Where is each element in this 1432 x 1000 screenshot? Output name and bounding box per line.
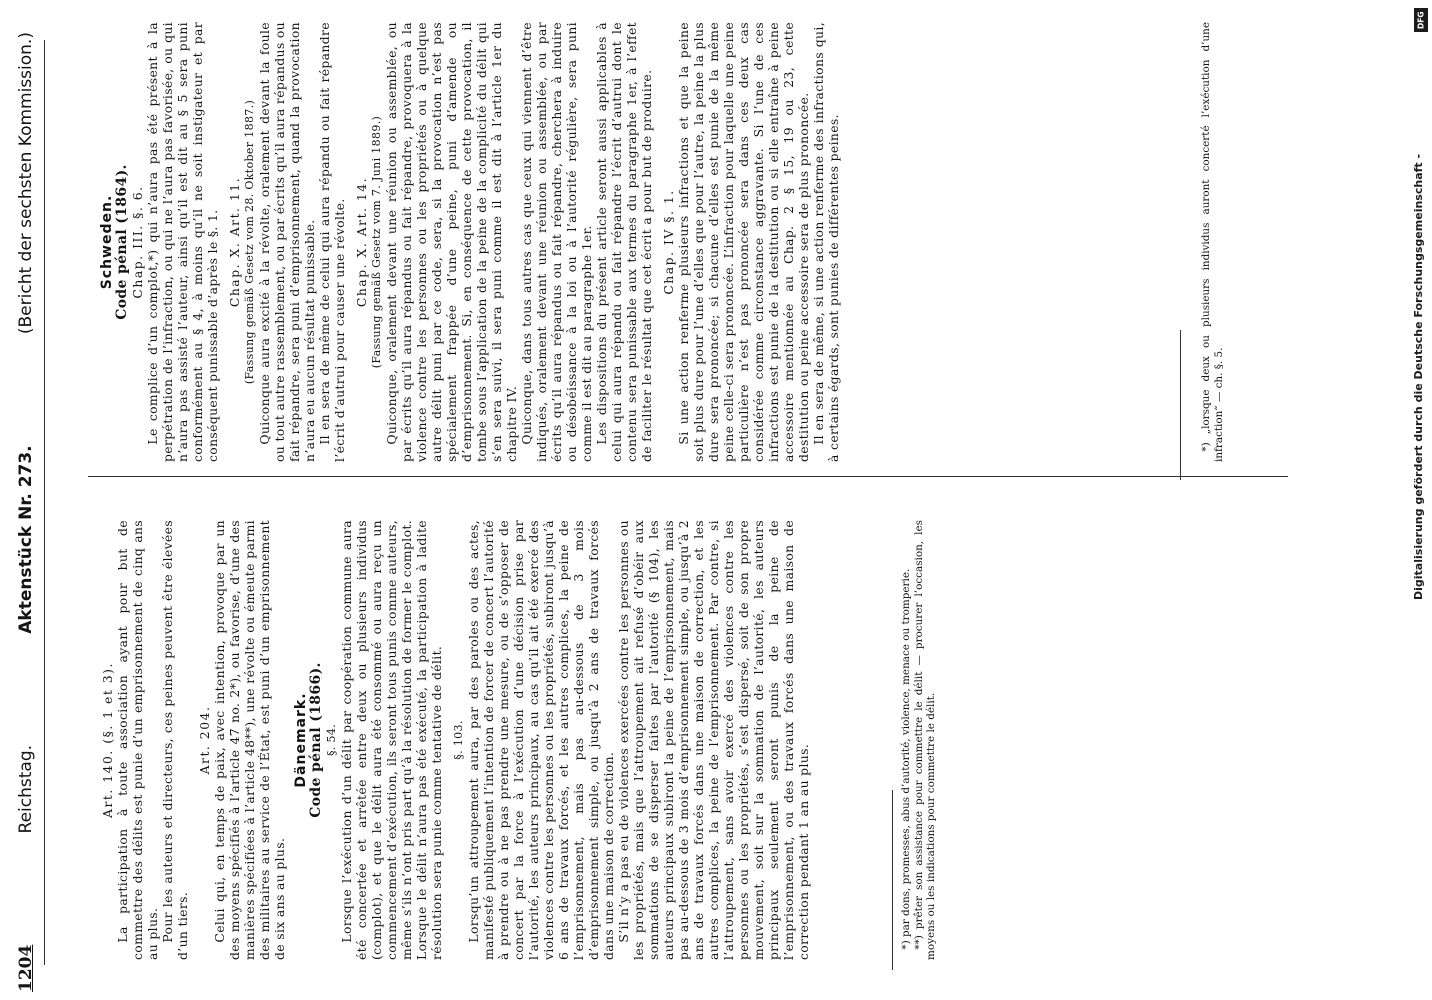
right-footnotes: [1200, 22, 1250, 462]
right-paragraph: Quiconque aura excité à la révolte, oralement devant la foule ou tout autre rassemblement, ou par écrits qu’il aura répandus ou fait répandre, sera puni d’emprisonnement, quand la provocation n’aura eu aucun résultat punissable.: [257, 22, 317, 462]
right-article-heading: Chap. X. Art. 11.: [227, 176, 242, 308]
dfg-watermark: Digitalisierung gefördert durch die Deutsche Forschungsgemeinschaft -: [1412, 153, 1425, 600]
left-spacer: [444, 520, 451, 960]
right-spacer: [220, 22, 227, 462]
left-paragraph: Celui qui, en temps de paix, avec intention, provoque par un des moyens spécifiés à l’article 47 no. 2*), ou favorise, d’une des manières spécifiées à l’article 48**), une révolte ou émeute parmi des militaires au service de l’État, est puni d’un emprisonnement de six ans au plus.: [212, 520, 287, 960]
right-paragraph: Quiconque, dans tous autres cas que ceux qui viennent d’être indiqués, oralement devant une réunion ou assemblée, ou par écrits qu’il aura répandus ou fait répandre, cherchera à induire ou désobéissance à la loi ou à l’autorité régulière, sera puni comme il est dit au paragraphe 1er.: [519, 22, 594, 462]
right-spacer: [654, 22, 661, 462]
left-spacer: [190, 520, 197, 960]
header-center: Aktenstück Nr. 273.: [16, 445, 36, 634]
right-spacer: [347, 22, 354, 462]
left-article-heading: Art. 204.: [197, 705, 212, 775]
dfg-logo: DFG: [1414, 8, 1428, 32]
right-article-heading: Chap. X. Art. 14.: [354, 176, 369, 308]
right-country-heading: Schweden.: [99, 194, 115, 290]
running-header: [16, 32, 44, 992]
left-footnote-rule: [892, 790, 893, 970]
left-footnote: *) par dons, promesses, abus d’autorité, violence, menace ou tromperie.: [900, 568, 912, 950]
header-left: Reichstag.: [16, 744, 36, 834]
left-text-column: [100, 520, 860, 960]
right-paragraph: Les dispositions du présent article seront aussi applicables à celui qui aura répandu ou fait répandre l’écrit d’autrui dont le contenu sera punissable aux termes du paragraphe 1er, à l’effet de faciliter le résultat que cet écrit a pour but de produire.: [594, 22, 654, 462]
right-paragraph: Quiconque, oralement devant une réunion ou assemblée, ou par écrits qu’il aura répandus ou fait répandre, provoquera à la violence contre les personnes ou les propriétés ou à quelque autre délit puni par ce code, sera, si la provocation n’est pas spécialement frappée d’une peine, puni d’amende ou d’emprisonnement. Si, en conséquence de cette provocation, il tombe sous l’application de la peine de la complicité du délit qui s’en sera suivi, il sera puni comme il est dit à l’article 1er du chapitre IV.: [384, 22, 519, 462]
left-paragraph: S’il n’y a pas eu de violences exercées contre les personnes ou les propriétés, mais que l’attroupement ait refusé d’obéir aux sommations de se disperser faites par l’autorité (§ 104), les auteurs principaux subiront la peine de l’emprisonnement, mais pas au-dessous de 3 mois d’emprisonnement simple, ou jusqu’à 2 ans de travaux forcés dans une maison de correction, et les autres complices, la peine de l’emprisonnement. Par contre, si l’attroupement, sans avoir exercé des violences contre les personnes ou les propriétés, s’est dispersé, soit de son propre mouvement, soit sur la sommation de l’autorité, les auteurs principaux seulement seront punis de la peine de l’emprisonnement, ou des travaux forcés dans une maison de correction pendant 1 an au plus.: [616, 520, 811, 960]
left-paragraph: Lorsqu’un attroupement aura, par des paroles ou des actes, manifesté publiquement l’intention de forcer de concert l’autorité à prendre ou à ne pas prendre une mesure, ou de s’opposer de concert par la force à l’exécution d’une décision prise par l’autorité, les auteurs principaux, au cas qu’il ait été exercé des violences contre les personnes ou les propriétés, subiront jusqu’à 6 ans de travaux forcés, et les autres complices, la peine de l’emprisonnement, mais pas au-dessous de 3 mois d’emprisonnement simple, ou jusqu’à 2 ans de travaux forcés dans une maison de correction.: [466, 520, 616, 960]
left-article-heading: Art. 140. (§. 1 et 3).: [100, 662, 115, 818]
left-paragraph: La participation à toute association ayant pour but de commettre des délits est punie d’un emprisonnement de cinq ans au plus.: [115, 520, 160, 960]
right-article-heading: Chap. IV §. 1.: [661, 189, 676, 295]
header-right: (Bericht der sechsten Kommission.): [16, 32, 36, 335]
right-text-column: [100, 22, 1180, 462]
left-paragraph: Pour les auteurs et directeurs, ces peines peuvent être élevées d’un tiers.: [160, 520, 190, 960]
page-number: 1204: [16, 944, 36, 992]
column-divider: [88, 476, 1288, 477]
left-country-heading: Dänemark.: [293, 692, 309, 788]
left-code-title: Code pénal (1866).: [308, 662, 324, 818]
right-article-heading: (Fassung gemäß Gesetz vom 28. Oktober 1887.): [243, 99, 256, 385]
right-article-heading: Chap. III. §. 6.: [130, 185, 145, 299]
right-code-title: Code pénal (1864).: [114, 164, 130, 320]
right-paragraph: Il en sera de même de celui qui aura répandu ou fait répandre l’écrit d’autrui pour causer une révolte.: [317, 22, 347, 462]
right-paragraph: Il en sera de même, si une action renferme des infractions qui, à certains égards, sont punies de différentes peines.: [811, 22, 841, 462]
left-article-heading: §. 54.: [325, 723, 338, 757]
left-footnotes: [900, 520, 990, 960]
right-footnote: *) „lorsque deux ou plusieurs individus auront concerté l’exécution d’une infraction“ — ch. §. 5.: [1200, 22, 1225, 462]
left-paragraph: Lorsque l’exécution d’un délit par coopération commune aura été concertée et arrêtée entre deux ou plusieurs individus (complot), et que le délit aura été consommé ou aura reçu un commencement d’exécution, ils seront tous punis comme auteurs, même s’ils n’ont pris part qu’à la résolution de former le complot. Lorsque le délit n’aura pas été exécuté, la participation à ladite résolution sera punie comme tentative de délit.: [339, 520, 444, 960]
left-footnote: **) prêter son assistance pour commettre le délit — procurer l’occasion, les moyens ou les indications pour commettre le délit.: [912, 520, 937, 960]
right-paragraph: Si une action renferme plusieurs infractions et que la peine soit plus dure pour l’une d’elles que pour l’autre, la peine la plus dure sera prononcée; si chacune d’elles est punie de la même peine celle-ci sera prononcée. L’infraction pour laquelle une peine particulière n’est pas prononcée sera dans ces deux cas considérée comme circonstance aggravante. Si l’une de ces infractions est punie de la destitution ou si elle entraîne à peine accessoire mentionnée au Chap. 2 § 15, 19 ou 23, cette destitution ou peine accessoire sera de plus prononcée.: [676, 22, 811, 462]
right-paragraph: Le complice d’un complot,*) qui n’aura pas été présent à la perpétration de l’infraction, ou qui ne l’aura pas favorisée, ou qui n’aura pas assisté l’auteur, ainsi qu’il est dit au § 5 sera puni conformément au § 4, à moins qu’il ne soit instigateur et par conséquent punissable d’après le §. 1.: [145, 22, 220, 462]
right-footnote-rule: [1180, 330, 1181, 480]
left-article-heading: §. 103.: [452, 720, 465, 760]
right-article-heading: (Fassung gemäß Gesetz vom 7. Juni 1889.): [370, 115, 383, 369]
header-rule: [44, 40, 45, 965]
